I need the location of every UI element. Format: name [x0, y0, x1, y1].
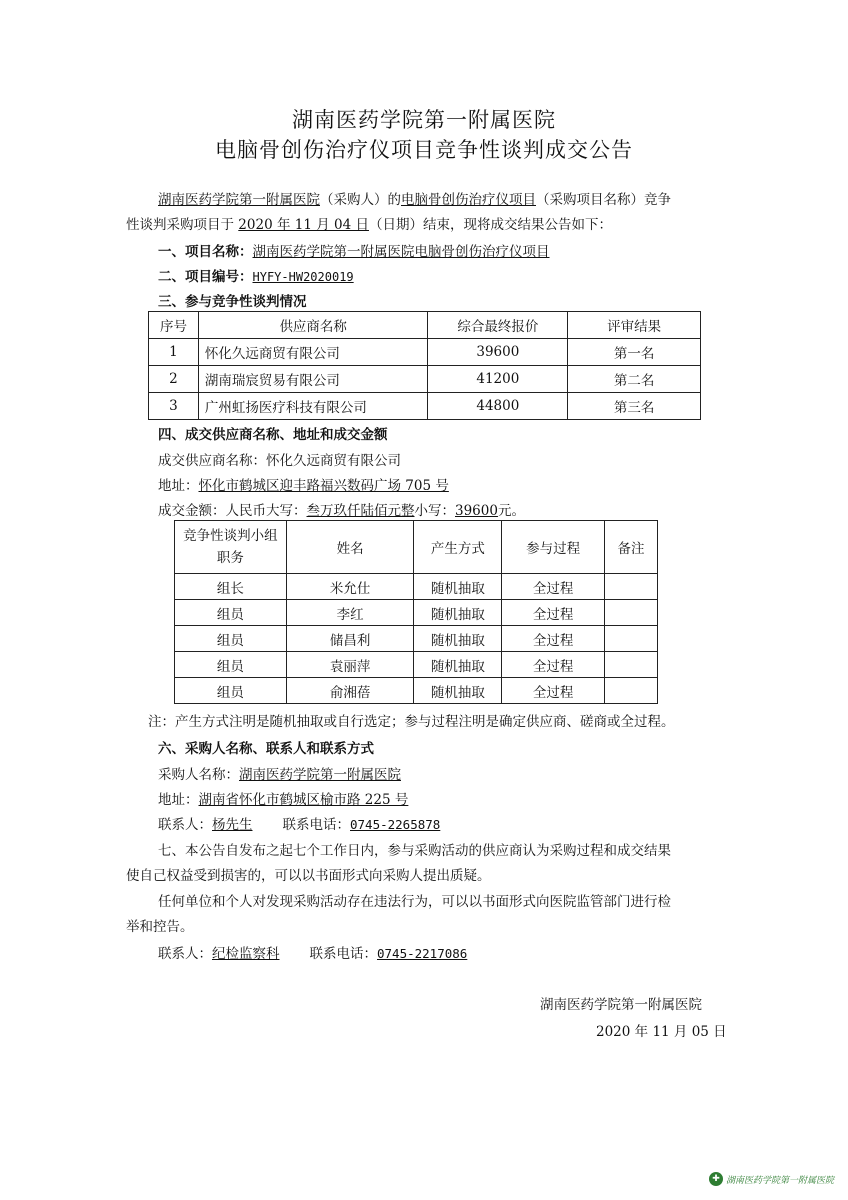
purchaser-address-value: 湖南省怀化市鹤城区榆市路 225 号 [198, 792, 409, 808]
section7-line3: 任何单位和个人对发现采购活动存在违法行为，可以以书面形式向医院监管部门进行检 [158, 894, 671, 910]
section4-label: 四、成交供应商名称、地址和成交金额 [158, 427, 388, 443]
cell-name: 储昌利 [286, 626, 414, 652]
cell-index: 2 [149, 366, 199, 393]
cell-method: 随机抽取 [414, 652, 502, 678]
winner-address-label: 地址： [158, 478, 199, 494]
cell-role: 组员 [175, 626, 287, 652]
phone-value: 0745-2265878 [350, 817, 441, 832]
intro-purchaser: 湖南医药学院第一附属医院 [158, 192, 320, 208]
winner-supplier-label: 成交供应商名称： [158, 453, 266, 469]
header-cell: 评审结果 [568, 312, 701, 339]
section2 [158, 265, 354, 285]
cell-role: 组员 [175, 678, 287, 704]
panel-table [174, 520, 658, 704]
table-row [149, 393, 701, 420]
amount-unit: 元。 [497, 503, 525, 519]
table-row [149, 366, 701, 393]
purchaser-name-label: 采购人名称： [158, 767, 239, 783]
cell-index: 3 [149, 393, 199, 420]
section1 [158, 240, 550, 260]
cell-process: 全过程 [502, 626, 605, 652]
phone-value: 0745-2217086 [377, 946, 468, 961]
cell-name: 米允仕 [286, 574, 414, 600]
cell-price: 41200 [428, 366, 568, 393]
cell-role: 组长 [175, 574, 287, 600]
cell-supplier: 湖南瑞宸贸易有限公司 [198, 366, 428, 393]
header-cell: 备注 [605, 521, 658, 574]
cell-remark [605, 652, 658, 678]
phone-label: 联系电话： [309, 946, 377, 962]
winner-address-value: 怀化市鹤城区迎丰路福兴数码广场 705 号 [198, 478, 449, 494]
cell-process: 全过程 [502, 652, 605, 678]
section7-line1: 七、本公告自发布之起七个工作日内，参与采购活动的供应商认为采购过程和成交结果 [158, 843, 671, 859]
cell-result: 第一名 [568, 339, 701, 366]
section1-value: 湖南医药学院第一附属医院电脑骨创伤治疗仪项目 [252, 244, 550, 260]
logo-text: 湖南医药学院第一附属医院 [725, 1175, 834, 1186]
cell-remark [605, 600, 658, 626]
cell-remark [605, 626, 658, 652]
bid-table-header [149, 312, 701, 339]
cell-process: 全过程 [502, 574, 605, 600]
hospital-logo-icon: ✚ [709, 1172, 723, 1186]
amount-label: 成交金额：人民币大写： [158, 503, 307, 519]
footer-logo [709, 1170, 834, 1188]
contact-label: 联系人： [158, 817, 212, 833]
table-row [175, 678, 658, 704]
phone-label: 联系电话： [282, 817, 350, 833]
intro-line1 [158, 188, 671, 208]
title-line1: 湖南医药学院第一附属医院 [292, 108, 556, 132]
cell-role: 组员 [175, 652, 287, 678]
section2-value: HYFY-HW2020019 [252, 270, 354, 284]
purchaser-name [158, 763, 401, 783]
panel-table-header [175, 521, 658, 574]
intro-text1: （采购人）的 [320, 192, 401, 208]
note: 注：产生方式注明是随机抽取或自行选定；参与过程注明是确定供应商、磋商或全过程。 [148, 714, 675, 730]
cell-method: 随机抽取 [414, 626, 502, 652]
intro-line2 [126, 213, 612, 233]
purchaser-address [158, 788, 408, 808]
header-cell: 综合最终报价 [428, 312, 568, 339]
section6-label: 六、采购人名称、联系人和联系方式 [158, 741, 374, 757]
contact-label: 联系人： [158, 946, 212, 962]
table-row [175, 600, 658, 626]
intro-text4: （日期）结束，现将成交结果公告如下： [368, 217, 612, 233]
amount-small: 39600 [455, 503, 498, 519]
table-row [149, 339, 701, 366]
intro-project: 电脑骨创伤治疗仪项目 [401, 192, 536, 208]
amount-small-label: 小写： [414, 503, 455, 519]
intro-text2: （采购项目名称）竞争 [536, 192, 671, 208]
winner-supplier [158, 449, 401, 469]
table-row [175, 626, 658, 652]
table-row [175, 652, 658, 678]
section2-label: 二、项目编号： [158, 269, 253, 285]
cell-remark [605, 574, 658, 600]
cell-result: 第三名 [568, 393, 701, 420]
cell-method: 随机抽取 [414, 574, 502, 600]
winner-amount [158, 499, 525, 519]
winner-address [158, 474, 449, 494]
header-cell: 竞争性谈判小组职务 [175, 521, 287, 574]
contact-value: 杨先生 [212, 817, 253, 833]
table-row [175, 574, 658, 600]
bid-table [148, 311, 701, 420]
cell-process: 全过程 [502, 678, 605, 704]
cell-result: 第二名 [568, 366, 701, 393]
header-cell: 参与过程 [502, 521, 605, 574]
cell-name: 李红 [286, 600, 414, 626]
intro-date: 2020 年 11 月 04 日 [238, 217, 369, 233]
header-cell: 产生方式 [414, 521, 502, 574]
section7-line4: 举和控告。 [126, 919, 194, 935]
header-cell: 供应商名称 [198, 312, 428, 339]
section1-label: 一、项目名称： [158, 244, 253, 260]
cell-method: 随机抽取 [414, 600, 502, 626]
cell-price: 39600 [428, 339, 568, 366]
purchaser-name-value: 湖南医药学院第一附属医院 [239, 767, 401, 783]
section3-label: 三、参与竞争性谈判情况 [158, 294, 307, 310]
contact-value: 纪检监察科 [212, 946, 280, 962]
intro-text3: 性谈判采购项目于 [126, 217, 239, 233]
cell-supplier: 广州虹扬医疗科技有限公司 [198, 393, 428, 420]
amount-upper: 叁万玖仟陆佰元整 [306, 503, 415, 519]
winner-supplier-name: 怀化久远商贸有限公司 [266, 453, 401, 469]
cell-index: 1 [149, 339, 199, 366]
cell-supplier: 怀化久远商贸有限公司 [198, 339, 428, 366]
title-line2: 电脑骨创伤治疗仪项目竞争性谈判成交公告 [215, 138, 633, 162]
cell-remark [605, 678, 658, 704]
cell-name: 袁丽萍 [286, 652, 414, 678]
purchaser-contact [158, 813, 440, 833]
cell-price: 44800 [428, 393, 568, 420]
signature-org: 湖南医药学院第一附属医院 [540, 997, 702, 1013]
header-cell: 序号 [149, 312, 199, 339]
section7-contact [158, 942, 467, 962]
section7-line2: 使自己权益受到损害的，可以以书面形式向采购人提出质疑。 [126, 868, 491, 884]
cell-method: 随机抽取 [414, 678, 502, 704]
header-cell: 姓名 [286, 521, 414, 574]
purchaser-address-label: 地址： [158, 792, 199, 808]
cell-name: 俞湘蓓 [286, 678, 414, 704]
signature-date: 2020 年 11 月 05 日 [596, 1024, 727, 1040]
cell-process: 全过程 [502, 600, 605, 626]
cell-role: 组员 [175, 600, 287, 626]
